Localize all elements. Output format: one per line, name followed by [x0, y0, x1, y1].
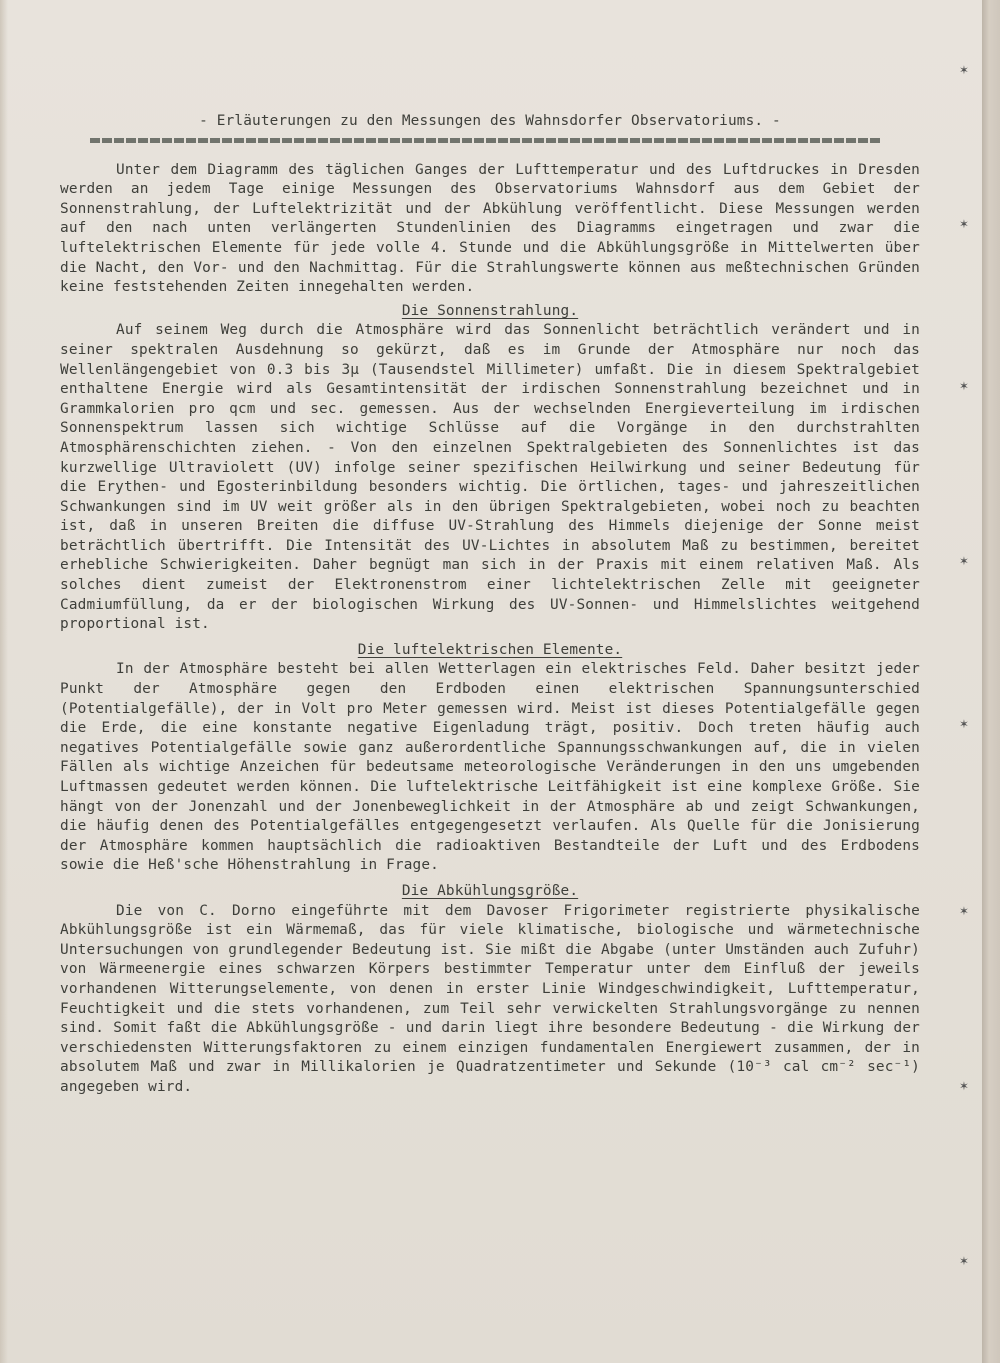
title-underline-rule — [90, 138, 882, 143]
punch-mark-icon: ✶ — [959, 1078, 969, 1094]
intro-paragraph: Unter dem Diagramm des täglichen Ganges der Lufttemperatur und des Luftdruckes in Dresden werden an jedem Tage einige Messungen des Observatoriums Wahnsdorf aus dem Gebiet der Sonnenstrahlung, der Luftelektrizität und der Abkühlung veröffentlicht. Diese Messungen werden auf den nach unten verlängerten Stundenlinien des Diagramms eingetragen und zwar die luftelektrischen Elemente für jede volle 4. Stunde und die Abkühlungsgröße in Mittelwerten über die Nacht, den Vor- und den Nachmittag. Für die Strahlungswerte können aus meßtechnischen Gründen keine feststehenden Zeiten innegehalten werden. — [60, 161, 920, 296]
section-heading-abkuehlungsgroesse: Die Abkühlungsgröße. — [401, 882, 579, 899]
punch-mark-icon: ✶ — [959, 1253, 969, 1269]
section-text-sonnenstrahlung: Auf seinem Weg durch die Atmosphäre wird das Sonnenlicht beträchtlich verändert und in seiner spektralen Ausdehnung so gekürzt, daß es im Grunde der Atmosphäre nur noch das Wellenlängengebiet von 0.3 bis 3μ (Tausendstel Millimeter) umfaßt. Die in diesem Spektralgebiet enthaltene Energie wird als Gesamtintensität der irdischen Sonnenstrahlung bezeichnet und in Grammkalorien pro qcm und sec. gemessen. Aus der wechselnden Energieverteilung im irdischen Sonnenspektrum lassen sich wichtige Schlüsse auf die Vorgänge in den durchstrahlten Atmosphärenschichten ziehen. - Von den einzelnen Spektralgebieten des Sonnenlichtes ist das kurzwellige Ultraviolett (UV) infolge seiner spezifischen Heilwirkung und seiner Bedeutung für die Erythen- und Egosterinbildung besonders wichtig. Die örtlichen, tages- und jahreszeitlichen Schwankungen sind im UV weit größer als in den übrigen Spektralgebieten, wobei noch zu beachten ist, daß in unseren Breiten die diffuse UV-Strahlung des Himmels diejenige der Sonne meist beträchtlich übertrifft. Die Intensität des UV-Lichtes in absolutem Maß zu bestimmen, bereitet erhebliche Schwierigkeiten. Daher begnügt man sich in der Praxis mit einem relativen Maß. Als solches dient zumeist der Elektronenstrom einer lichtelektrischen Zelle mit geeigneter Cadmiumfüllung, da er der biologischen Wirkung des UV-Sonnen- und Himmelslichtes weitgehend proportional ist. — [60, 322, 920, 633]
document-title: - Erläuterungen zu den Messungen des Wahnsdorfer Observatoriums. - — [199, 113, 781, 129]
section-heading-luftelektrische-elemente: Die luftelektrischen Elemente. — [357, 641, 623, 658]
section-heading-sonnenstrahlung: Die Sonnenstrahlung. — [401, 302, 579, 319]
document-body — [60, 112, 920, 1098]
punch-mark-icon: ✶ — [959, 716, 969, 732]
punch-mark-icon: ✶ — [959, 553, 969, 569]
section-text-abkuehlungsgroesse: Die von C. Dorno eingeführte mit dem Davoser Frigorimeter registrierte physikalische Abkühlungsgröße ist ein Wärmemaß, das für viele klimatische, biologische und wärmetechnische Untersuchungen von grundlegender Bedeutung ist. Sie mißt die Abgabe (unter Umständen auch Zufuhr) von Wärmeenergie eines schwarzen Körpers bestimmter Temperatur unter dem Einfluß der jeweils vorhandenen Witterungselemente, von denen in erster Linie Windgeschwindigkeit, Lufttemperatur, Feuchtigkeit und die stets vorhandenen, zum Teil sehr verwickelten Strahlungsvorgänge zu nennen sind. Somit faßt die Abkühlungsgröße - und darin liegt ihre besondere Bedeutung - die Wirkung der verschiedensten Witterungsfaktoren zu einem einzigen fundamentalen Energiewert zusammen, der in absolutem Maß und zwar in Millikalorien je Quadratzentimeter und Sekunde (10⁻³ cal cm⁻² sec⁻¹) angegeben wird. — [60, 902, 920, 1095]
punch-mark-icon: ✶ — [959, 216, 969, 232]
punch-mark-icon: ✶ — [959, 378, 969, 394]
punch-mark-icon: ✶ — [959, 903, 969, 919]
section-text-luftelektrische-elemente: In der Atmosphäre besteht bei allen Wetterlagen ein elektrisches Feld. Daher besitzt jeder Punkt der Atmosphäre gegen den Erdboden einen elektrischen Spannungsunterschied (Potentialgefälle), der in Volt pro Meter gemessen wird. Meist ist dieses Potentialgefälle gegen die Erde, die eine konstante negative Eigenladung trägt, positiv. Doch treten häufig auch negatives Potentialgefälle sowie ganz außerordentliche Spannungsschwankungen auf, die in vielen Fällen als wichtige Anzeichen für bedeutsame meteorologische Veränderungen in den uns umgebenden Luftmassen gedeutet werden können. Die luftelektrische Leitfähigkeit ist eine komplexe Größe. Sie hängt von der Jonenzahl und der Jonenbeweglichkeit in der Atmosphäre ab und zeigt Schwankungen, die häufig denen des Potentialgefälles entgegengesetzt verlaufen. Als Quelle für die Jonisierung der Atmosphäre kommen hauptsächlich die radioaktiven Bestandteile der Luft und des Erdbodens sowie die Heß'sche Höhenstrahlung in Frage. — [60, 661, 920, 874]
binder-edge — [982, 0, 1000, 1363]
page-left-shadow — [0, 0, 8, 1363]
punch-mark-icon: ✶ — [959, 62, 969, 78]
